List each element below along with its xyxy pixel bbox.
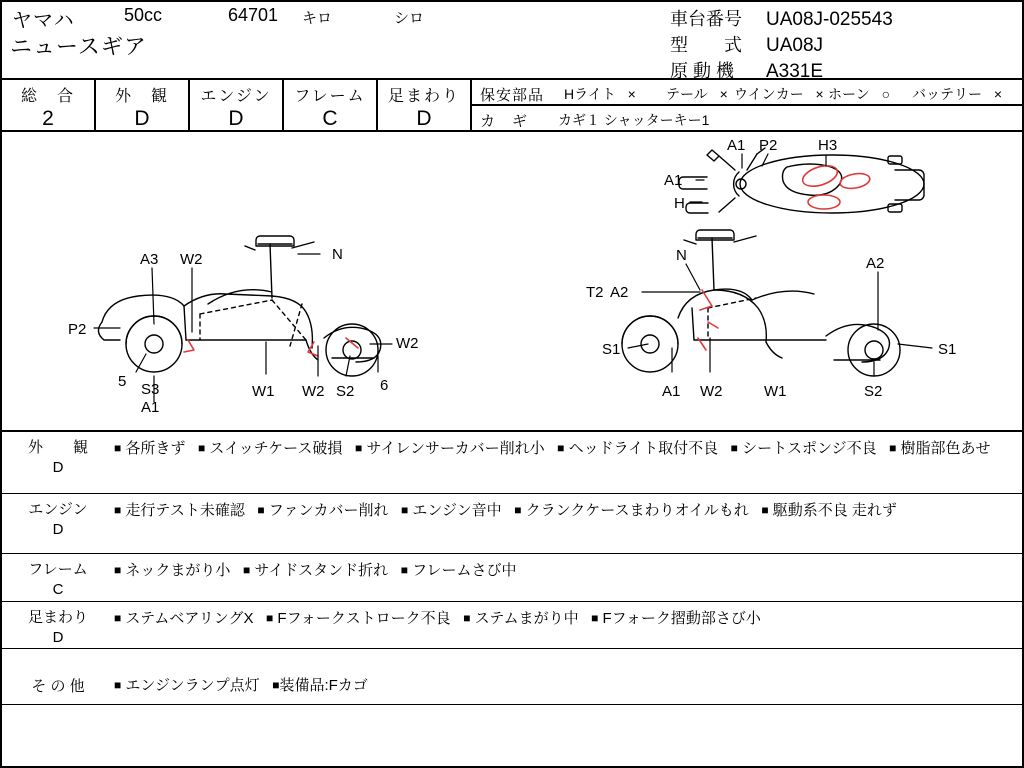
- bullet-icon: ■: [272, 678, 280, 692]
- diagram-label-w1-right: W1: [764, 383, 787, 400]
- grade-cell-frame: [284, 80, 378, 130]
- bullet-icon: ■: [266, 610, 274, 625]
- note-item: 走行テスト未確認: [125, 502, 245, 519]
- bullet-icon: ■: [400, 563, 408, 577]
- diagram-label-n-left: N: [332, 246, 343, 263]
- note-item: エンジンランプ点灯: [125, 677, 260, 694]
- equipment-item-battery-mark: ×: [993, 86, 1003, 102]
- diagram-label-6: 6: [380, 377, 389, 394]
- diagram-top-view: [679, 148, 924, 213]
- note-label-frame-grade: C: [52, 581, 64, 599]
- note-item: 装備品:Fカゴ: [279, 677, 368, 694]
- equipment-keys-value: カギ１ シャッターキー1: [558, 112, 710, 128]
- grade-label-exterior: 外 観: [114, 88, 169, 105]
- engine-label: 原 動 機: [670, 61, 735, 81]
- diagram-label-a3: A3: [140, 251, 159, 268]
- equipment-label-safety: 保安部品: [480, 87, 545, 104]
- equipment-item-headlight-mark: ×: [627, 86, 636, 102]
- diagram-label-a1-right: A1: [662, 383, 681, 400]
- note-body-blank: [114, 705, 1022, 751]
- note-label-engine: [2, 494, 114, 553]
- bullet-icon: ■: [114, 441, 122, 455]
- note-item: 樹脂部色あせ: [900, 440, 991, 457]
- grade-cell-suspension: [378, 80, 472, 130]
- equipment-item-horn-name: ホーン: [828, 86, 870, 102]
- diagram-left-side-damage: [184, 338, 358, 356]
- grade-bar: [2, 80, 1022, 132]
- bullet-icon: ■: [730, 441, 738, 455]
- diagram-label-a1-top: A1: [727, 137, 746, 154]
- bullet-icon: ■: [114, 503, 122, 517]
- bullet-icon: ■: [197, 441, 206, 455]
- note-label-frame-text: フレーム: [28, 561, 88, 578]
- frame-number-row: [670, 5, 893, 31]
- note-item: クランクケースまわりオイルもれ: [525, 502, 749, 519]
- diagram-top-view-damage: [800, 162, 871, 209]
- grade-value-suspension: D: [416, 107, 432, 130]
- note-row-exterior: [2, 432, 1022, 494]
- diagram-label-w2-right: W2: [396, 335, 419, 352]
- note-label-suspension-text: 足まわり: [27, 608, 88, 626]
- note-label-exterior: [2, 432, 114, 493]
- equipment-item-tail-name: テール: [666, 86, 708, 102]
- grade-label-frame: フレーム: [294, 88, 366, 105]
- note-item: ステムまがり中: [474, 609, 579, 627]
- grade-value-total: 2: [42, 107, 54, 130]
- equipment-label-keys: カ ギ: [480, 113, 529, 130]
- diagram-label-p2-top: P2: [759, 137, 778, 154]
- body-color: シロ: [394, 10, 425, 27]
- diagram-right-side-view: [622, 230, 900, 376]
- bullet-icon: ■: [591, 610, 599, 625]
- note-label-exterior-grade: D: [52, 459, 64, 477]
- note-label-other: [2, 649, 114, 704]
- note-item: ネックまがり小: [125, 562, 231, 579]
- bullet-icon: ■: [557, 441, 565, 455]
- grade-label-total: 総 合: [20, 88, 75, 105]
- bullet-icon: ■: [114, 563, 122, 577]
- note-item: サイレンサーカバー削れ小: [366, 440, 545, 457]
- note-item: サイドスタンド折れ: [254, 562, 389, 579]
- frame-number-label: 車台番号: [670, 9, 742, 29]
- grade-value-engine: D: [228, 107, 244, 130]
- equipment-item-winker: [734, 84, 824, 104]
- note-body-exterior: [114, 432, 1022, 493]
- diagram-label-a1-left: A1: [141, 399, 160, 416]
- mileage-unit: キロ: [302, 10, 333, 27]
- equipment-item-battery-name: バッテリー: [912, 86, 982, 102]
- equipment-row-safety: [472, 80, 1022, 106]
- note-item: ステムベアリングX: [125, 609, 254, 627]
- engine-value: A331E: [766, 61, 824, 82]
- equipment-item-horn: [828, 84, 890, 104]
- note-item: エンジン音中: [412, 502, 502, 519]
- note-body-frame: [114, 554, 1022, 601]
- equipment-item-winker-mark: ×: [815, 86, 824, 102]
- displacement: 50cc: [124, 5, 163, 25]
- diagram-label-a2-right: A2: [866, 255, 885, 272]
- diagram-label-p2-left: P2: [68, 321, 87, 338]
- note-label-other-text: そ の 他: [31, 678, 85, 695]
- diagram-leader-lines: [94, 154, 932, 402]
- grade-label-engine: エンジン: [200, 88, 272, 105]
- mileage-value: 64701: [228, 5, 279, 25]
- diagram-label-a2: A2: [610, 284, 629, 301]
- bullet-icon: ■: [354, 441, 363, 455]
- note-label-engine-grade: D: [52, 521, 64, 539]
- equipment-row-keys: [472, 106, 1022, 130]
- diagram-label-w2-right2: W2: [700, 383, 723, 400]
- note-item: Fフォークストローク不良: [277, 609, 451, 627]
- diagram-label-s2-left: S2: [336, 383, 355, 400]
- bullet-icon: ■: [114, 678, 122, 692]
- model-code-label: 型 式: [670, 35, 742, 55]
- note-item: ヘッドライト取付不良: [568, 440, 719, 457]
- note-body-other: [114, 649, 1022, 704]
- note-item: スイッチケース破損: [209, 440, 343, 457]
- grade-value-exterior: D: [134, 107, 150, 130]
- note-label-frame: [2, 554, 114, 601]
- diagram-label-h3-top: H3: [818, 137, 838, 154]
- note-item: 駆動系不良 走れず: [772, 502, 897, 519]
- diagram-label-5: 5: [118, 373, 127, 390]
- diagram-label-w2-bottom: W2: [302, 383, 325, 400]
- damage-diagram-svg: [2, 132, 1022, 430]
- diagram-label-s3: S3: [141, 381, 160, 398]
- header-left: [2, 2, 642, 78]
- note-label-suspension: [2, 602, 114, 649]
- bullet-icon: ■: [514, 503, 522, 517]
- model-name: ニュースギア: [10, 34, 147, 59]
- diagram-label-t2: T2: [586, 284, 604, 301]
- note-item: フレームさび中: [412, 562, 517, 579]
- equipment-item-battery: [912, 84, 1002, 104]
- equipment-block: [472, 80, 1022, 130]
- note-label-suspension-grade: D: [52, 628, 64, 646]
- bullet-icon: ■: [257, 503, 265, 517]
- grade-cell-total: [2, 80, 96, 130]
- note-row-blank: [2, 705, 1022, 751]
- note-item: シートスポンジ不良: [742, 440, 877, 457]
- note-body-suspension: [114, 602, 1022, 649]
- frame-number-value: UA08J-025543: [766, 9, 893, 30]
- note-item: 各所きず: [125, 440, 186, 457]
- diagram-label-n-right: N: [676, 247, 687, 264]
- grade-cell-exterior: [96, 80, 190, 130]
- diagram-label-w1-left: W1: [252, 383, 275, 400]
- note-label-blank: [2, 705, 114, 751]
- note-item: Fフォーク摺動部さび小: [602, 609, 761, 627]
- bullet-icon: ■: [889, 441, 897, 455]
- bullet-icon: ■: [114, 610, 122, 625]
- model-code-row: [670, 31, 823, 57]
- diagram-label-s1-right: S1: [938, 341, 957, 358]
- note-row-other: [2, 649, 1022, 705]
- diagram-labels: [68, 137, 956, 416]
- grade-value-frame: C: [322, 107, 338, 130]
- equipment-item-headlight: [564, 84, 636, 104]
- diagram-label-w2-top: W2: [180, 251, 203, 268]
- note-row-engine: [2, 494, 1022, 554]
- note-item: ファンカバー削れ: [268, 502, 389, 519]
- grade-label-suspension: 足まわり: [387, 88, 460, 105]
- equipment-item-horn-mark: ○: [881, 86, 891, 102]
- model-code-value: UA08J: [766, 35, 824, 56]
- notes-section: [2, 432, 1022, 751]
- header: [2, 2, 1022, 80]
- equipment-item-tail: [666, 84, 728, 104]
- equipment-item-tail-mark: ×: [719, 86, 728, 102]
- bullet-icon: ■: [761, 503, 769, 517]
- header-right: [652, 2, 1024, 82]
- note-label-exterior-text: 外 観: [27, 439, 88, 456]
- diagram-label-s1-left: S1: [602, 341, 621, 358]
- equipment-item-winker-name: ウインカー: [734, 86, 804, 102]
- diagram-label-s2-right: S2: [864, 383, 883, 400]
- bullet-icon: ■: [463, 610, 471, 625]
- bullet-icon: ■: [242, 563, 251, 577]
- maker-name: ヤマハ: [12, 10, 75, 32]
- note-body-engine: [114, 494, 1022, 553]
- equipment-item-headlight-name: Hライト: [564, 86, 616, 102]
- grade-cell-engine: [190, 80, 284, 130]
- bullet-icon: ■: [400, 503, 409, 517]
- diagram-label-h-top: H: [674, 195, 685, 212]
- note-row-suspension: [2, 602, 1022, 650]
- damage-diagram-area: [2, 132, 1022, 432]
- note-row-frame: [2, 554, 1022, 602]
- diagram-label-a1-top2: A1: [664, 172, 683, 189]
- note-label-engine-text: エンジン: [28, 501, 88, 518]
